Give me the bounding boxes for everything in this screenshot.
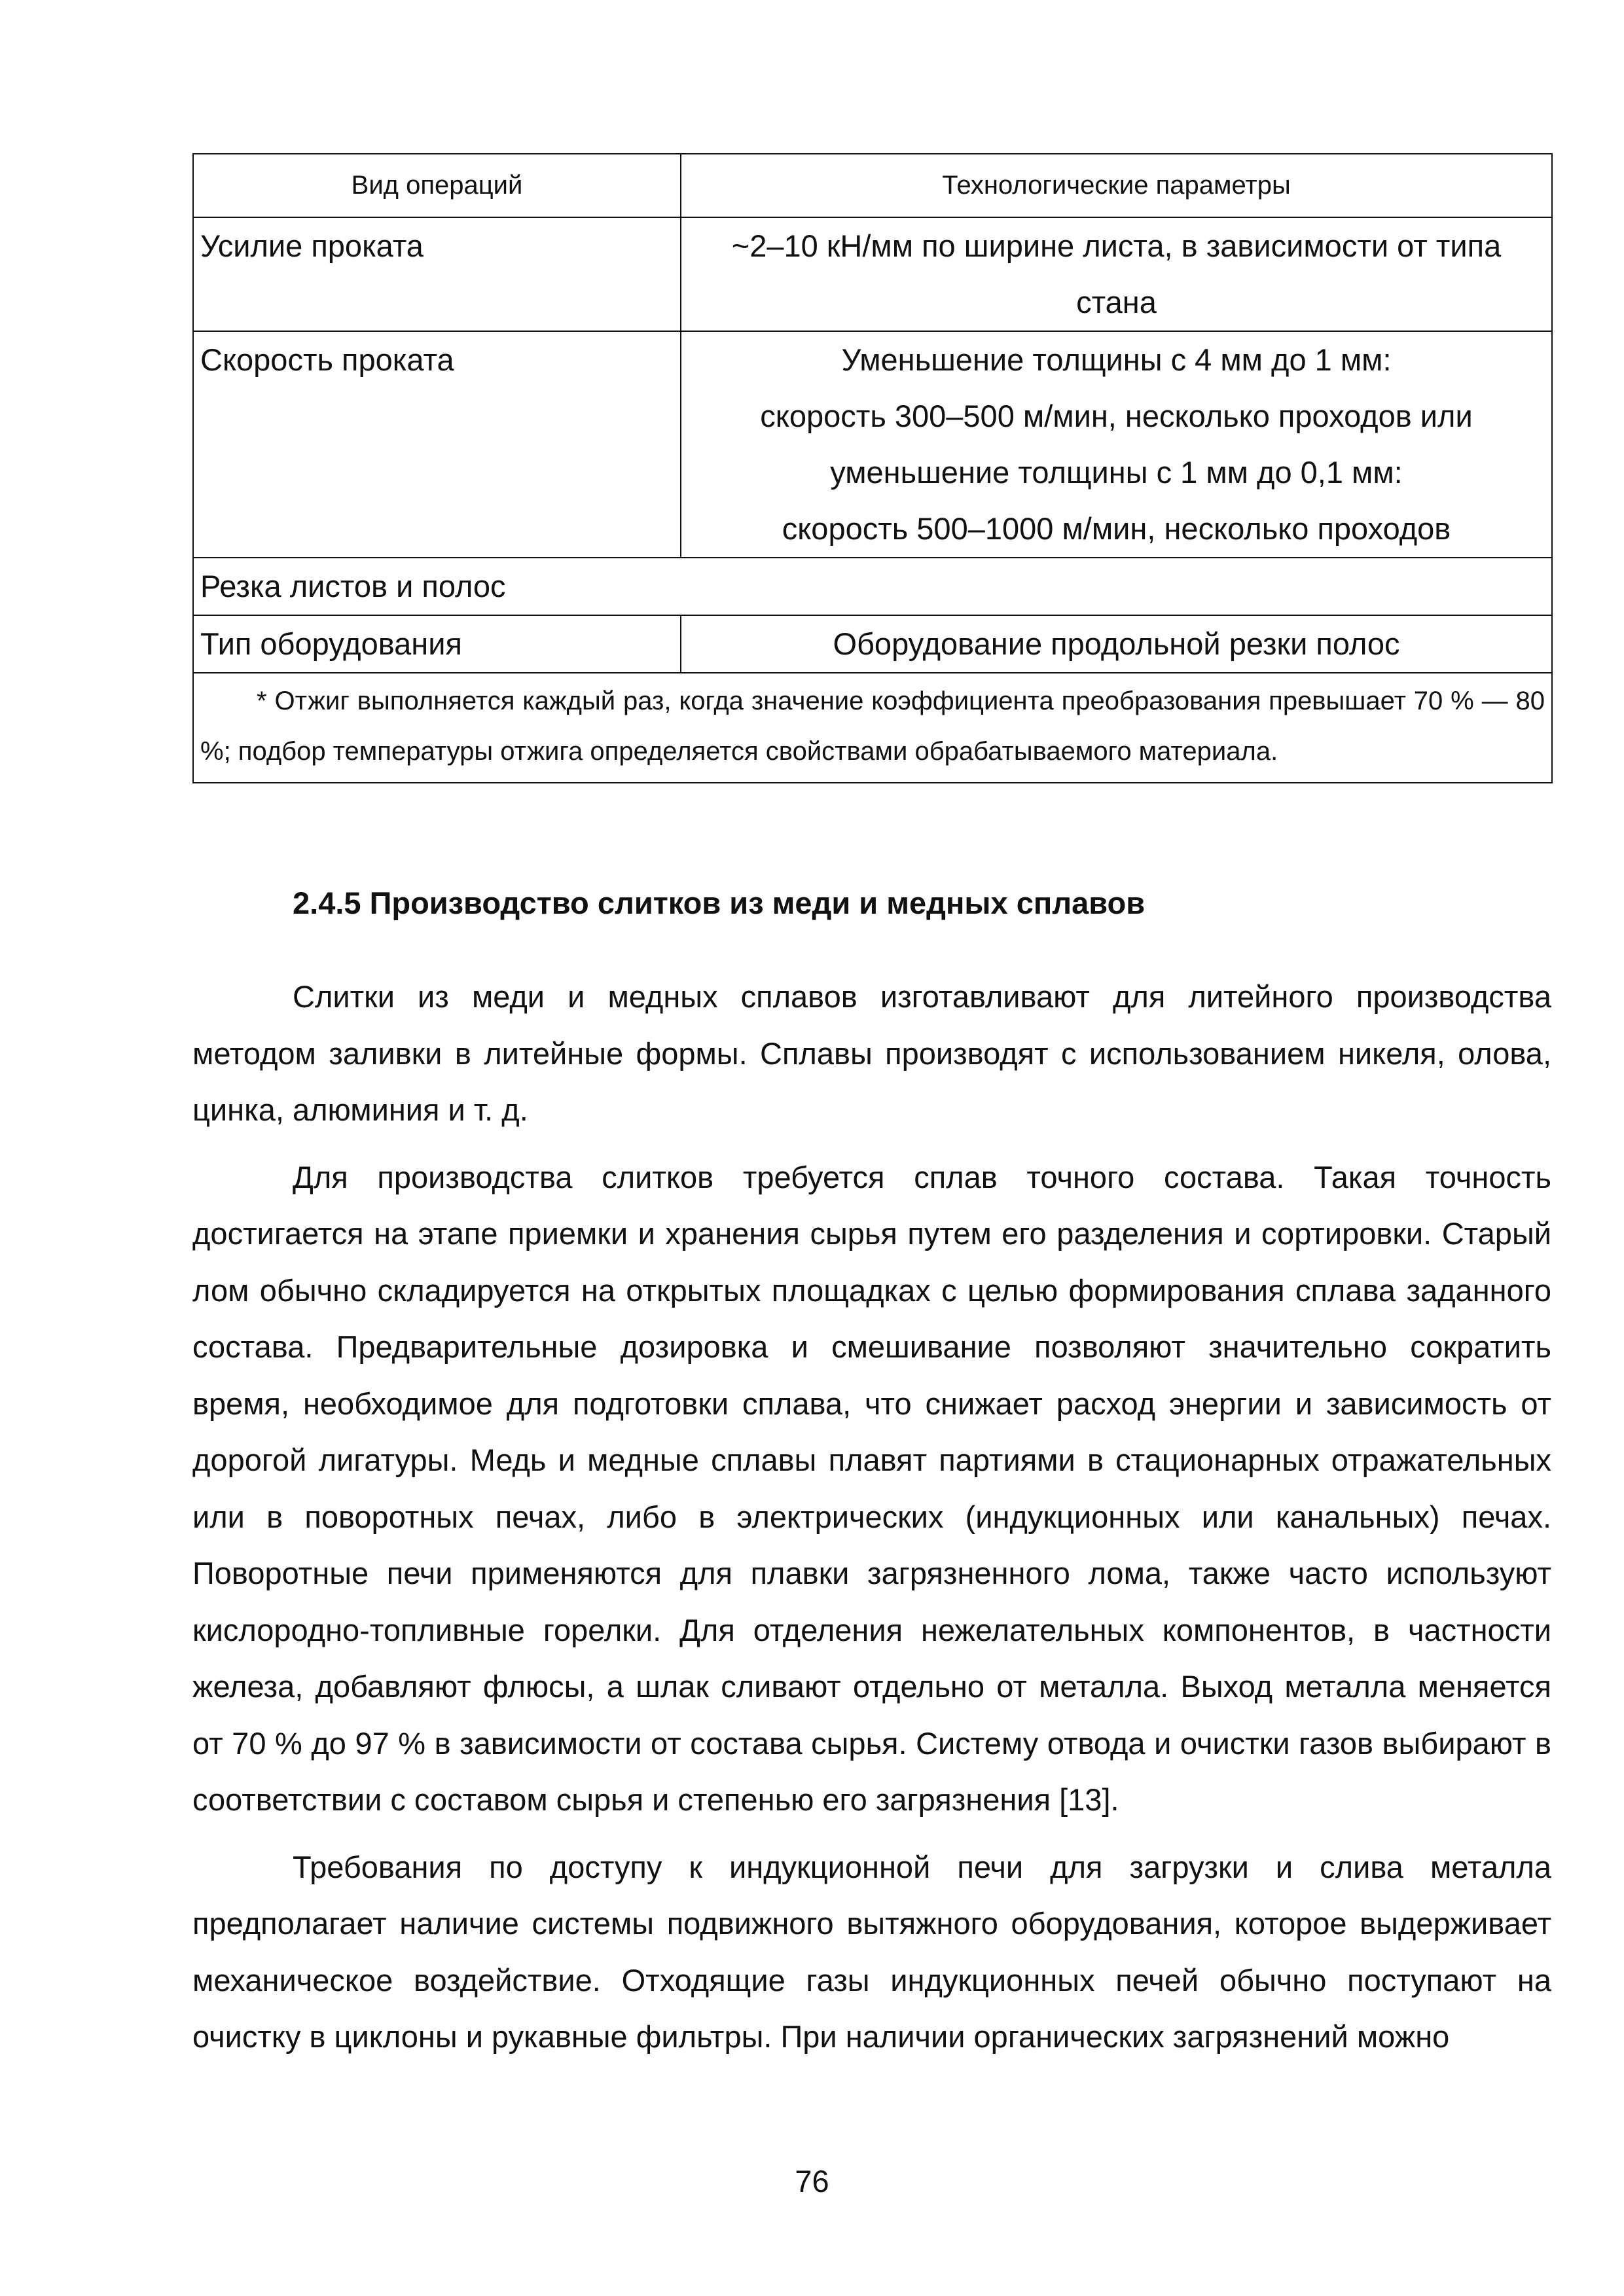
row-label-speed: Скорость проката: [193, 331, 681, 558]
body-text: [192, 969, 1551, 2076]
row-value-speed: [681, 331, 1552, 558]
value-line: скорость 300–500 м/мин, несколько проходов или: [760, 399, 1473, 433]
table-footnote-row: [193, 673, 1552, 783]
header-parameters: Технологические параметры: [681, 154, 1552, 217]
row-value-equipment: Оборудование продольной резки полос: [681, 615, 1552, 673]
value-line: скорость 500–1000 м/мин, несколько проходов: [782, 511, 1451, 546]
value-line: Уменьшение толщины с 4 мм до 1 мм:: [841, 342, 1392, 377]
operations-table: [192, 153, 1553, 783]
table-row: [193, 331, 1552, 558]
value-line: ~2–10 кН/мм по ширине листа, в зависимости от типа: [731, 228, 1502, 263]
table-footnote: [193, 673, 1552, 783]
value-line: стана: [1076, 285, 1157, 319]
paragraph: Требования по доступу к индукционной печи для загрузки и слива металла предполагает наличие системы подвижного вытяжного оборудования, которое выдерживает механическое воздействие. Отходящие газы индукционных печей обычно поступают на очистку в циклоны и рукавные фильтры. При наличии органических загрязнений можно: [192, 1849, 1551, 2054]
row-label-cutting: Резка листов и полос: [193, 558, 1552, 615]
page-number: 76: [795, 2164, 829, 2198]
row-label-equipment: Тип оборудования: [193, 615, 681, 673]
value-line: уменьшение толщины с 1 мм до 0,1 мм:: [830, 455, 1403, 490]
row-value-force: [681, 217, 1552, 331]
table-row: [193, 615, 1552, 673]
paragraph: Для производства слитков требуется сплав точного состава. Такая точность достигается на этапе приемки и хранения сырья путем его разделения и сортировки. Старый лом обычно складируется на открытых площадках с целью формирования сплава заданного состава. Предварительные дозировка и смешивание позволяют значительно сократить время, необходимое для подготовки сплава, что снижает расход энергии и зависимость от дорогой лигатуры. Медь и медные сплавы плавят партиями в стационарных отражательных или в поворотных печах, либо в электрических (индукционных или канальных) печах. Поворотные печи применяются для плавки загрязненного лома, также часто используют кислородно-топливные горелки. Для отделения нежелательных компонентов, в частности железа, добавляют флюсы, а шлак сливают отдельно от металла. Выход металла меняется от 70 % до 97 % в зависимости от состава сырья. Систему отвода и очистки газов выбирают в соответствии с составом сырья и степенью его загрязнения [13].: [192, 1159, 1551, 1817]
paragraph: Слитки из меди и медных сплавов изготавливают для литейного производства методом заливки в литейные формы. Сплавы производят с использованием никеля, олова, цинка, алюминия и т. д.: [192, 979, 1551, 1127]
section-title: 2.4.5 Производство слитков из меди и медных сплавов: [293, 886, 1146, 920]
footnote-text: * Отжиг выполняется каждый раз, когда значение коэффициента преобразования превышает 70 % — 80 %; подбор температуры отжига определяется свойствами обрабатываемого материала.: [200, 687, 1545, 766]
table-row: [193, 558, 1552, 615]
header-operation-type: Вид операций: [193, 154, 681, 217]
table-row: [193, 217, 1552, 331]
row-label-force: Усилие проката: [193, 217, 681, 331]
table-header-row: [193, 154, 1552, 217]
